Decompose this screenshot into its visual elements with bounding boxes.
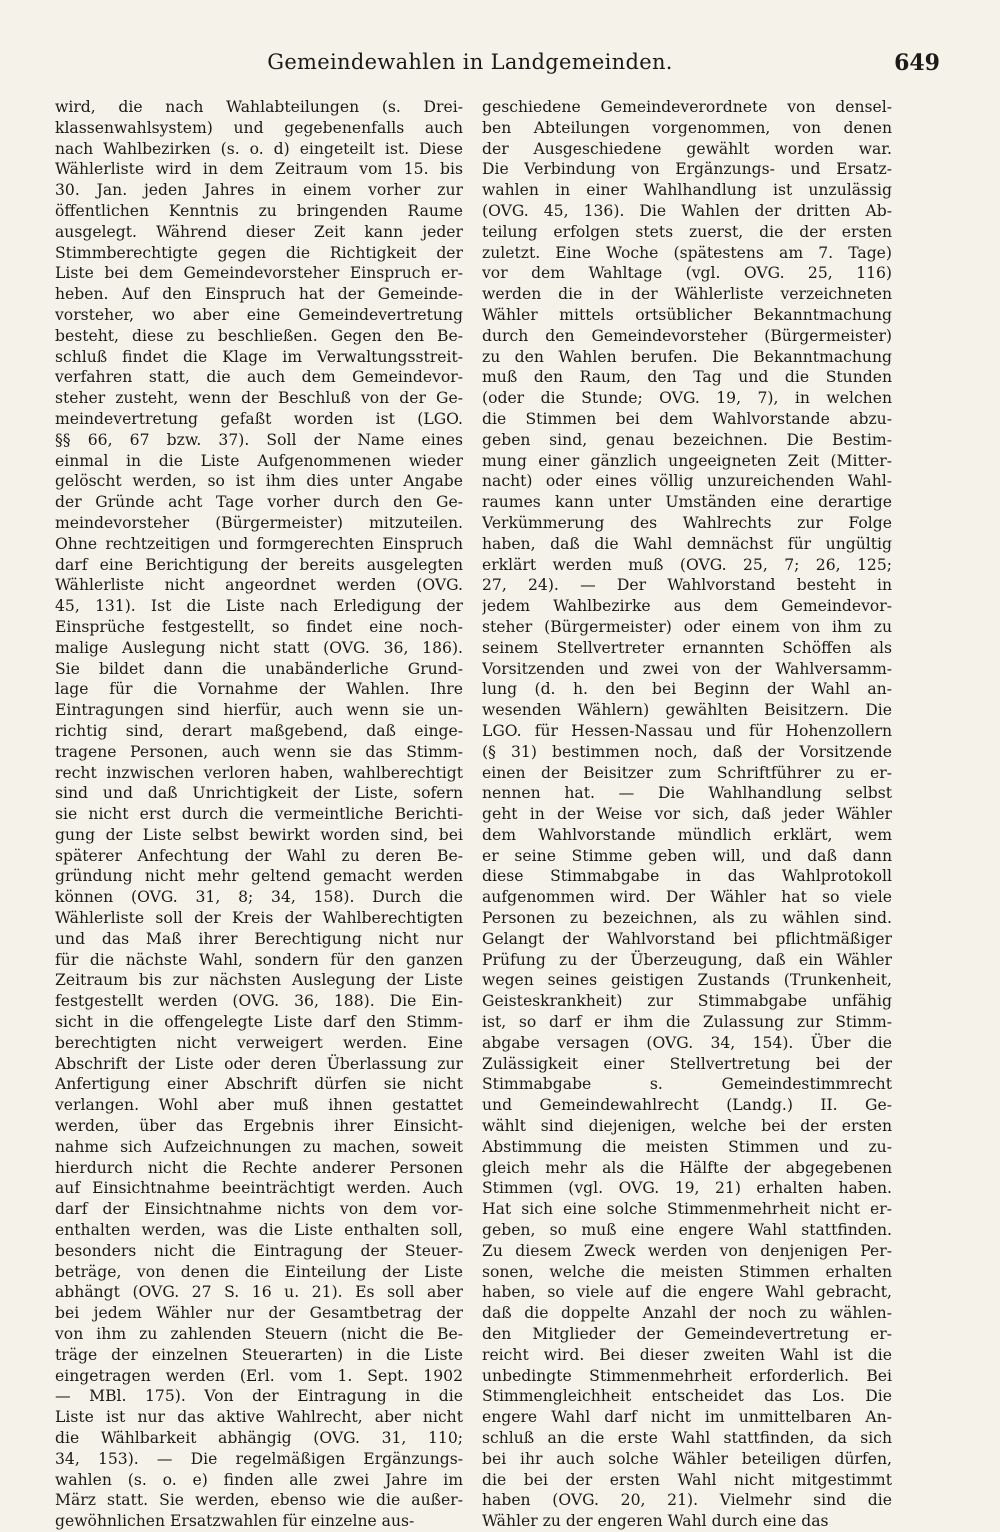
left-column-line: verlangen. Wohl aber muß ihnen gestattet: [55, 1096, 463, 1115]
left-column-line: Wählerliste nicht angeordnet werden (OVG.: [55, 576, 463, 595]
right-column-line: zuletzt. Eine Woche (spätestens am 7. Tage): [482, 243, 892, 262]
right-column-line: einen der Beisitzer zum Schriftführer zu er-: [482, 763, 892, 782]
left-column-line: ausgelegt. Während dieser Zeit kann jeder: [55, 222, 463, 241]
right-column-line: Gelangt der Wahlvorstand bei pflichtmäßiger: [482, 929, 892, 948]
right-column-line: bei ihr auch solche Wähler beteiligen dürfen,: [482, 1449, 892, 1468]
left-column-line: können (OVG. 31, 8; 34, 158). Durch die: [55, 888, 463, 907]
left-column-line: 30. Jan. jeden Jahres in einem vorher zur: [55, 181, 463, 200]
right-column-line: Vorsitzenden und zwei von der Wahlversamm-: [482, 659, 892, 678]
left-column-line: lage für die Vornahme der Wahlen. Ihre: [55, 680, 463, 699]
right-column-line: sonen, welche die meisten Stimmen erhalten: [482, 1262, 892, 1281]
left-column-line: vorsteher, wo aber eine Gemeindevertretung: [55, 305, 463, 324]
right-column-line: vor dem Wahltage (vgl. OVG. 25, 116): [482, 264, 892, 283]
right-column-line: LGO. für Hessen-Nassau und für Hohenzollern: [482, 721, 892, 740]
right-column-line: erklärt werden muß (OVG. 25, 7; 26, 125;: [482, 555, 892, 574]
left-column-line: Stimmberechtigte gegen die Richtigkeit der: [55, 243, 463, 262]
left-column-line: beträge, von denen die Einteilung der Liste: [55, 1262, 463, 1281]
left-column-line: März statt. Sie werden, ebenso wie die außer-: [55, 1491, 463, 1510]
right-column-line: geben, so muß eine engere Wahl stattfinden.: [482, 1221, 892, 1240]
right-column-line: (oder die Stunde; OVG. 19, 7), in welchen: [482, 389, 892, 408]
left-column-line: richtig sind, derart maßgebend, daß einge-: [55, 721, 463, 740]
right-column-line: Wähler zu der engeren Wahl durch eine das: [482, 1512, 829, 1531]
right-column-line: steher (Bürgermeister) oder einem von ihm zu: [482, 617, 892, 636]
right-column-line: aufgenommen wird. Der Wähler hat so viele: [482, 888, 892, 907]
left-column-line: Liste bei dem Gemeindevorsteher Einspruch er-: [55, 264, 463, 283]
right-column-line: 27, 24). — Der Wahlvorstand besteht in: [482, 576, 892, 595]
right-column-line: diese Stimmabgabe in das Wahlprotokoll: [482, 867, 892, 886]
left-column-line: — MBl. 175). Von der Eintragung in die: [55, 1387, 463, 1406]
left-column-line: Ohne rechtzeitigen und formgerechten Einspruch: [55, 534, 463, 553]
left-column-line: heben. Auf den Einspruch hat der Gemeinde-: [55, 285, 463, 304]
right-column-line: schluß an die erste Wahl stattfinden, da sich: [482, 1429, 892, 1447]
right-column-line: geben sind, genau bezeichnen. Die Bestim-: [482, 430, 892, 449]
right-column-line: Prüfung zu der Überzeugung, daß ein Wähler: [482, 950, 892, 969]
right-column-line: Die Verbindung von Ergänzungs- und Ersatz-: [482, 160, 892, 179]
right-column-line: die Stimmen bei dem Wahlvorstande abzu-: [482, 409, 892, 428]
right-column-line: und Gemeindewahlrecht (Landg.) II. Ge-: [482, 1096, 892, 1115]
right-column-line: wahlen in einer Wahlhandlung ist unzulässig: [482, 181, 892, 200]
left-column-line: gelöscht werden, so ist ihm dies unter Angabe: [55, 472, 463, 491]
left-column-line: Wählerliste wird in dem Zeitraum vom 15. bis: [55, 160, 463, 179]
right-column-line: abgabe versagen (OVG. 34, 154). Über die: [482, 1033, 892, 1052]
left-column-line: eingetragen werden (Erl. vom 1. Sept. 1902: [55, 1366, 463, 1385]
right-column-line: haben, daß die Wahl demnächst für ungültig: [482, 534, 892, 553]
left-column-line: von ihm zu zahlenden Steuern (nicht die Be-: [55, 1325, 463, 1344]
left-column-line: berechtigten nicht verweigert werden. Eine: [55, 1033, 463, 1052]
left-column-line: einmal in die Liste Aufgenommenen wieder: [55, 451, 463, 470]
left-column-line: gung der Liste selbst bewirkt worden sind, bei: [55, 825, 463, 844]
right-column-line: Stimmabgabe s. Gemeindestimmrecht: [482, 1075, 892, 1094]
right-column-line: nennen hat. — Die Wahlhandlung selbst: [482, 784, 892, 803]
right-column-line: wegen seines geistigen Zustands (Trunkenheit,: [482, 971, 892, 990]
right-column-line: gleich mehr als die Hälfte der abgegebenen: [482, 1158, 892, 1177]
right-column-line: mung einer gänzlich ungeeigneten Zeit (Mitter-: [482, 451, 892, 470]
left-column-line: gründung nicht mehr geltend gemacht werden: [55, 867, 463, 886]
left-column-line: auf Einsichtnahme beeinträchtigt werden. Auch: [55, 1179, 463, 1198]
right-column-line: (§ 31) bestimmen noch, daß der Vorsitzende: [482, 742, 892, 761]
left-column-line: Eintragungen sind hierfür, auch wenn sie un-: [55, 701, 463, 720]
left-column-line: steher zusteht, wenn der Beschluß von der Ge-: [55, 389, 463, 408]
left-column-line: Wählerliste soll der Kreis der Wahlberechtigten: [55, 909, 463, 928]
left-column-line: werden, über das Ergebnis ihrer Einsicht-: [55, 1117, 463, 1136]
running-title: Gemeindewahlen in Landgemeinden.: [267, 50, 673, 74]
right-column-line: geschiedene Gemeindeverordnete von densel-: [482, 98, 892, 116]
right-column-line: ben Abteilungen vorgenommen, von denen: [482, 118, 892, 137]
left-column-line: Einsprüche festgestellt, so findet eine noch-: [55, 617, 463, 636]
left-column-line: die Wählbarkeit abhängig (OVG. 31, 110;: [55, 1429, 463, 1447]
right-column-line: Hat sich eine solche Stimmenmehrheit nicht er-: [482, 1200, 892, 1219]
left-column-line: 34, 153). — Die regelmäßigen Ergänzungs-: [55, 1449, 463, 1468]
right-column-line: den Mitglieder der Gemeindevertretung er-: [482, 1325, 892, 1344]
left-column-line: nach Wahlbezirken (s. o. d) eingeteilt ist. Diese: [55, 139, 463, 158]
right-column-line: engere Wahl darf nicht im unmittelbaren An-: [482, 1408, 892, 1427]
right-column-line: raumes kann unter Umständen eine derartige: [482, 493, 892, 512]
left-column-line: Abschrift der Liste oder deren Überlassung zur: [55, 1054, 463, 1073]
right-column-line: Verkümmerung des Wahlrechts zur Folge: [482, 513, 892, 532]
right-column-line: haben, so viele auf die engere Wahl gebracht,: [482, 1283, 892, 1302]
right-column-line: Zu diesem Zweck werden von denjenigen Per-: [482, 1241, 892, 1260]
right-column-line: Stimmengleichheit entscheidet das Los. Die: [482, 1387, 892, 1406]
left-column-line: der Gründe acht Tage vorher durch den Ge-: [55, 493, 463, 512]
right-column-line: haben (OVG. 20, 21). Vielmehr sind die: [482, 1491, 892, 1510]
left-column-line: besonders nicht die Eintragung der Steuer-: [55, 1241, 463, 1260]
left-column-line: §§ 66, 67 bzw. 37). Soll der Name eines: [55, 430, 463, 449]
right-column-line: Stimmen (vgl. OVG. 19, 21) erhalten haben.: [482, 1179, 892, 1198]
right-column-line: durch den Gemeindevorsteher (Bürgermeister): [482, 326, 892, 345]
right-column-line: Abstimmung die meisten Stimmen und zu-: [482, 1137, 892, 1156]
left-column-line: schluß findet die Klage im Verwaltungsstreit-: [55, 347, 463, 366]
right-column-line: lung (d. h. den bei Beginn der Wahl an-: [482, 680, 892, 699]
left-column-line: träge der einzelnen Steuerarten) in die Liste: [55, 1345, 463, 1364]
page-number: 649: [894, 50, 940, 76]
right-column-line: Wähler mittels ortsüblicher Bekanntmachung: [482, 305, 892, 324]
left-column-line: nahme sich Aufzeichnungen zu machen, soweit: [55, 1137, 463, 1156]
left-column-line: öffentlichen Kenntnis zu bringenden Raume: [55, 201, 463, 220]
left-column-line: Zeitraum bis zur nächsten Auslegung der Liste: [55, 971, 463, 990]
left-column-line: besteht, diese zu beschließen. Gegen den Be-: [55, 326, 463, 345]
right-column-line: geht in der Weise vor sich, daß jeder Wähler: [482, 805, 892, 824]
right-column-line: werden die in der Wählerliste verzeichneten: [482, 285, 892, 304]
left-column-line: sind und daß Unrichtigkeit der Liste, sofern: [55, 784, 463, 803]
right-column-line: teilung erfolgen stets zuerst, die der ersten: [482, 222, 892, 241]
right-column-line: seinem Stellvertreter ernannten Schöffen als: [482, 638, 892, 657]
left-column-line: späterer Anfechtung der Wahl zu deren Be-: [55, 846, 463, 865]
left-column-line: bei jedem Wähler nur der Gesamtbetrag der: [55, 1304, 463, 1323]
right-column-line: wählt sind diejenigen, welche bei der ersten: [482, 1117, 892, 1136]
left-column-line: klassenwahlsystem) und gegebenenfalls auch: [55, 118, 463, 137]
left-column-line: wird, die nach Wahlabteilungen (s. Drei-: [55, 98, 463, 116]
left-column-line: malige Auslegung nicht statt (OVG. 36, 186).: [55, 638, 463, 657]
left-column-line: darf eine Berichtigung der bereits ausgelegten: [55, 555, 463, 574]
right-column-line: der Ausgeschiedene gewählt worden war.: [482, 139, 892, 158]
left-column-line: sicht in die offengelegte Liste darf den Stimm-: [55, 1013, 463, 1032]
left-column-line: enthalten werden, was die Liste enthalten soll,: [55, 1221, 463, 1240]
right-column-line: Personen zu bezeichnen, als zu wählen sind.: [482, 909, 892, 928]
right-column-line: zu den Wahlen berufen. Die Bekanntmachung: [482, 347, 892, 366]
right-column-line: ist, so darf er ihm die Zulassung zur Stimm-: [482, 1013, 892, 1032]
running-head: [60, 50, 940, 86]
right-column-line: Zulässigkeit einer Stellvertretung bei der: [482, 1054, 892, 1073]
right-column-line: nacht) oder eines völlig unzureichenden Wahl-: [482, 472, 892, 491]
left-column-line: tragene Personen, auch wenn sie das Stimm-: [55, 742, 463, 761]
right-column-line: unbedingte Stimmenmehrheit erforderlich. Bei: [482, 1366, 892, 1385]
left-column: [55, 97, 463, 1532]
left-column-line: hierdurch nicht die Rechte anderer Personen: [55, 1158, 463, 1177]
right-column-line: die bei der ersten Wahl nicht mitgestimmt: [482, 1470, 892, 1489]
left-column-line: Sie bildet dann die unabänderliche Grund-: [55, 659, 463, 678]
left-column-line: wahlen (s. o. e) finden alle zwei Jahre im: [55, 1470, 463, 1489]
left-column-line: Anfertigung einer Abschrift dürfen sie nicht: [55, 1075, 463, 1094]
left-column-line: darf der Einsichtnahme nichts von dem vor-: [55, 1200, 463, 1219]
left-column-line: für die nächste Wahl, sondern für den ganzen: [55, 950, 463, 969]
right-column-line: Geisteskrankheit) zur Stimmabgabe unfähig: [482, 992, 892, 1011]
right-column-line: dem Wahlvorstande mündlich erklärt, wem: [482, 825, 892, 844]
right-column-line: wesenden Wählern) gewählten Beisitzern. Die: [482, 701, 892, 720]
left-column-line: meindevorsteher (Bürgermeister) mitzuteilen.: [55, 513, 463, 532]
left-column-line: sie nicht erst durch die vermeintliche Berichti-: [55, 805, 463, 824]
right-column-line: jedem Wahlbezirke aus dem Gemeindevor-: [482, 597, 892, 616]
right-column-line: er seine Stimme geben will, und daß dann: [482, 846, 892, 865]
left-column-line: festgestellt werden (OVG. 36, 188). Die Ein-: [55, 992, 463, 1011]
right-column-line: reicht wird. Bei dieser zweiten Wahl ist die: [482, 1345, 892, 1364]
left-column-line: gewöhnlichen Ersatzwahlen für einzelne aus-: [55, 1512, 415, 1531]
left-column-line: verfahren statt, die auch dem Gemeindevor-: [55, 368, 463, 387]
right-column: [482, 97, 892, 1532]
left-column-line: abhängt (OVG. 27 S. 16 u. 21). Es soll aber: [55, 1283, 463, 1302]
left-column-line: meindevertretung gefaßt worden ist (LGO.: [55, 409, 463, 428]
left-column-line: und das Maß ihrer Berechtigung nicht nur: [55, 929, 463, 948]
left-column-line: Liste ist nur das aktive Wahlrecht, aber nicht: [55, 1408, 463, 1427]
left-column-line: 45, 131). Ist die Liste nach Erledigung der: [55, 597, 463, 616]
right-column-line: daß die doppelte Anzahl der noch zu wählen-: [482, 1304, 892, 1323]
right-column-line: muß den Raum, den Tag und die Stunden: [482, 368, 892, 387]
right-column-line: (OVG. 45, 136). Die Wahlen der dritten Ab-: [482, 201, 892, 220]
left-column-line: recht inzwischen verloren haben, wahlberechtigt: [55, 763, 463, 782]
